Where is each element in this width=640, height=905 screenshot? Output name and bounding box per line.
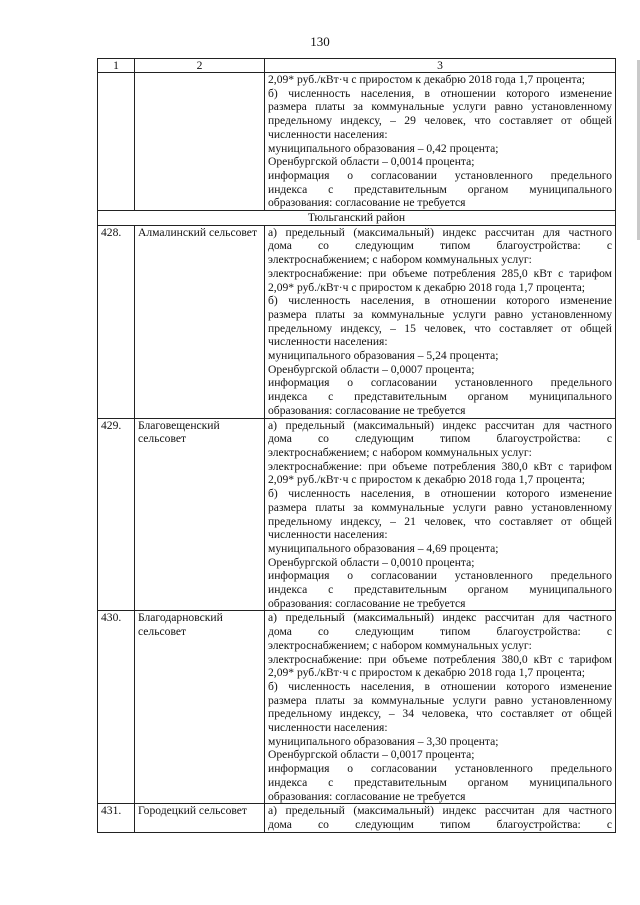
text-line: а) предельный (максимальный) индекс рассчитан для частного <box>268 418 612 432</box>
text-line: информация о согласовании установленного предельного <box>268 376 612 390</box>
text-line: дома со следующим типом благоустройства: с <box>268 817 612 831</box>
text-line: индекса с представительным органом муниципального <box>268 583 612 597</box>
municipality-name: Городецкий сельсовет <box>135 804 265 832</box>
text-line: предельному индексу, – 29 человек, что составляет от общей <box>268 114 612 128</box>
text-line: б) численность населения, в отношении которого изменение <box>268 294 612 308</box>
continuation-row <box>98 73 616 211</box>
text-line: б) численность населения, в отношении которого изменение <box>268 679 612 693</box>
header-col-2: 2 <box>135 59 265 73</box>
text-line: Оренбургской области – 0,0014 процента; <box>268 155 475 169</box>
table-row <box>98 611 616 804</box>
row-number: 431. <box>98 804 135 832</box>
text-line: муниципального образования – 5,24 процента; <box>268 349 499 363</box>
text-line: образования: согласование не требуется <box>268 789 466 803</box>
text-line: электроснабжение: при объеме потребления 380,0 кВт с тарифом <box>268 652 612 666</box>
text-line: предельному индексу, – 21 человек, что составляет от общей <box>268 514 612 528</box>
text-line: численности населения: <box>268 127 388 141</box>
municipality-name: Благовещенский сельсовет <box>135 418 265 611</box>
text-line: индекса с представительным органом муниципального <box>268 182 612 196</box>
text-line: Оренбургской области – 0,0007 процента; <box>268 362 475 376</box>
text-line: образования: согласование не требуется <box>268 196 466 210</box>
text-line: предельному индексу, – 15 человек, что составляет от общей <box>268 321 612 335</box>
text-line: предельному индексу, – 34 человека, что составляет от общей <box>268 707 612 721</box>
text-line: индекса с представительным органом муниципального <box>268 390 612 404</box>
municipality-name: Благодарновский сельсовет <box>135 611 265 804</box>
text-line: а) предельный (максимальный) индекс рассчитан для частного <box>268 804 612 818</box>
text-line: информация о согласовании установленного предельного <box>268 762 612 776</box>
table-row <box>98 225 616 418</box>
text-line: электроснабжением; с набором коммунальных услуг: <box>268 445 532 459</box>
region-row <box>98 211 616 226</box>
text-line: 2,09* руб./кВт·ч с приростом к декабрю 2018 года 1,7 процента; <box>268 473 586 487</box>
index-description <box>265 418 616 611</box>
text-line: электроснабжение: при объеме потребления 285,0 кВт с тарифом <box>268 266 612 280</box>
text-line: муниципального образования – 0,42 процента; <box>268 141 499 155</box>
text-line: размера платы за коммунальные услуги равно установленному <box>268 500 612 514</box>
text-line: б) численность населения, в отношении которого изменение <box>268 86 612 100</box>
table-row <box>98 804 616 832</box>
text-line: 2,09* руб./кВт·ч с приростом к декабрю 2018 года 1,7 процента; <box>268 280 586 294</box>
table-header-row <box>98 59 616 73</box>
text-line: образования: согласование не требуется <box>268 596 466 610</box>
text-line: размера платы за коммунальные услуги равно установленному <box>268 100 612 114</box>
text-line: численности населения: <box>268 335 388 349</box>
index-description <box>265 225 616 418</box>
text-line: электроснабжением; с набором коммунальных услуг: <box>268 253 532 267</box>
text-line: 2,09* руб./кВт·ч с приростом к декабрю 2018 года 1,7 процента; <box>268 73 586 86</box>
index-table <box>97 58 616 833</box>
header-col-1: 1 <box>98 59 135 73</box>
row-number: 430. <box>98 611 135 804</box>
text-line: дома со следующим типом благоустройства: с <box>268 625 612 639</box>
text-line: численности населения: <box>268 528 388 542</box>
municipality-name: Алмалинский сельсовет <box>135 225 265 418</box>
header-col-3: 3 <box>265 59 616 73</box>
row-number: 428. <box>98 225 135 418</box>
table-row <box>98 418 616 611</box>
continuation-num-cell <box>98 73 135 211</box>
index-description <box>265 611 616 804</box>
text-line: образования: согласование не требуется <box>268 403 466 417</box>
text-line: муниципального образования – 4,69 процента; <box>268 541 499 555</box>
index-description <box>265 804 616 832</box>
text-line: 2,09* руб./кВт·ч с приростом к декабрю 2018 года 1,7 процента; <box>268 666 586 680</box>
text-line: размера платы за коммунальные услуги равно установленному <box>268 307 612 321</box>
text-line: дома со следующим типом благоустройства: с <box>268 239 612 253</box>
text-line: информация о согласовании установленного предельного <box>268 168 612 182</box>
text-line: а) предельный (максимальный) индекс рассчитан для частного <box>268 611 612 625</box>
text-line: информация о согласовании установленного предельного <box>268 569 612 583</box>
text-line: дома со следующим типом благоустройства: с <box>268 432 612 446</box>
region-heading: Тюльганский район <box>98 211 616 226</box>
text-line: электроснабжение: при объеме потребления 380,0 кВт с тарифом <box>268 459 612 473</box>
text-line: индекса с представительным органом муниципального <box>268 775 612 789</box>
continuation-name-cell <box>135 73 265 211</box>
text-line: численности населения: <box>268 721 388 735</box>
text-line: размера платы за коммунальные услуги равно установленному <box>268 693 612 707</box>
text-line: Оренбургской области – 0,0010 процента; <box>268 555 475 569</box>
text-line: муниципального образования – 3,30 процента; <box>268 734 499 748</box>
row-number: 429. <box>98 418 135 611</box>
continuation-text-cell <box>265 73 616 211</box>
text-line: Оренбургской области – 0,0017 процента; <box>268 748 475 762</box>
page-number: 130 <box>310 34 330 49</box>
text-line: б) численность населения, в отношении которого изменение <box>268 487 612 501</box>
text-line: а) предельный (максимальный) индекс рассчитан для частного <box>268 225 612 239</box>
text-line: электроснабжением; с набором коммунальных услуг: <box>268 638 532 652</box>
